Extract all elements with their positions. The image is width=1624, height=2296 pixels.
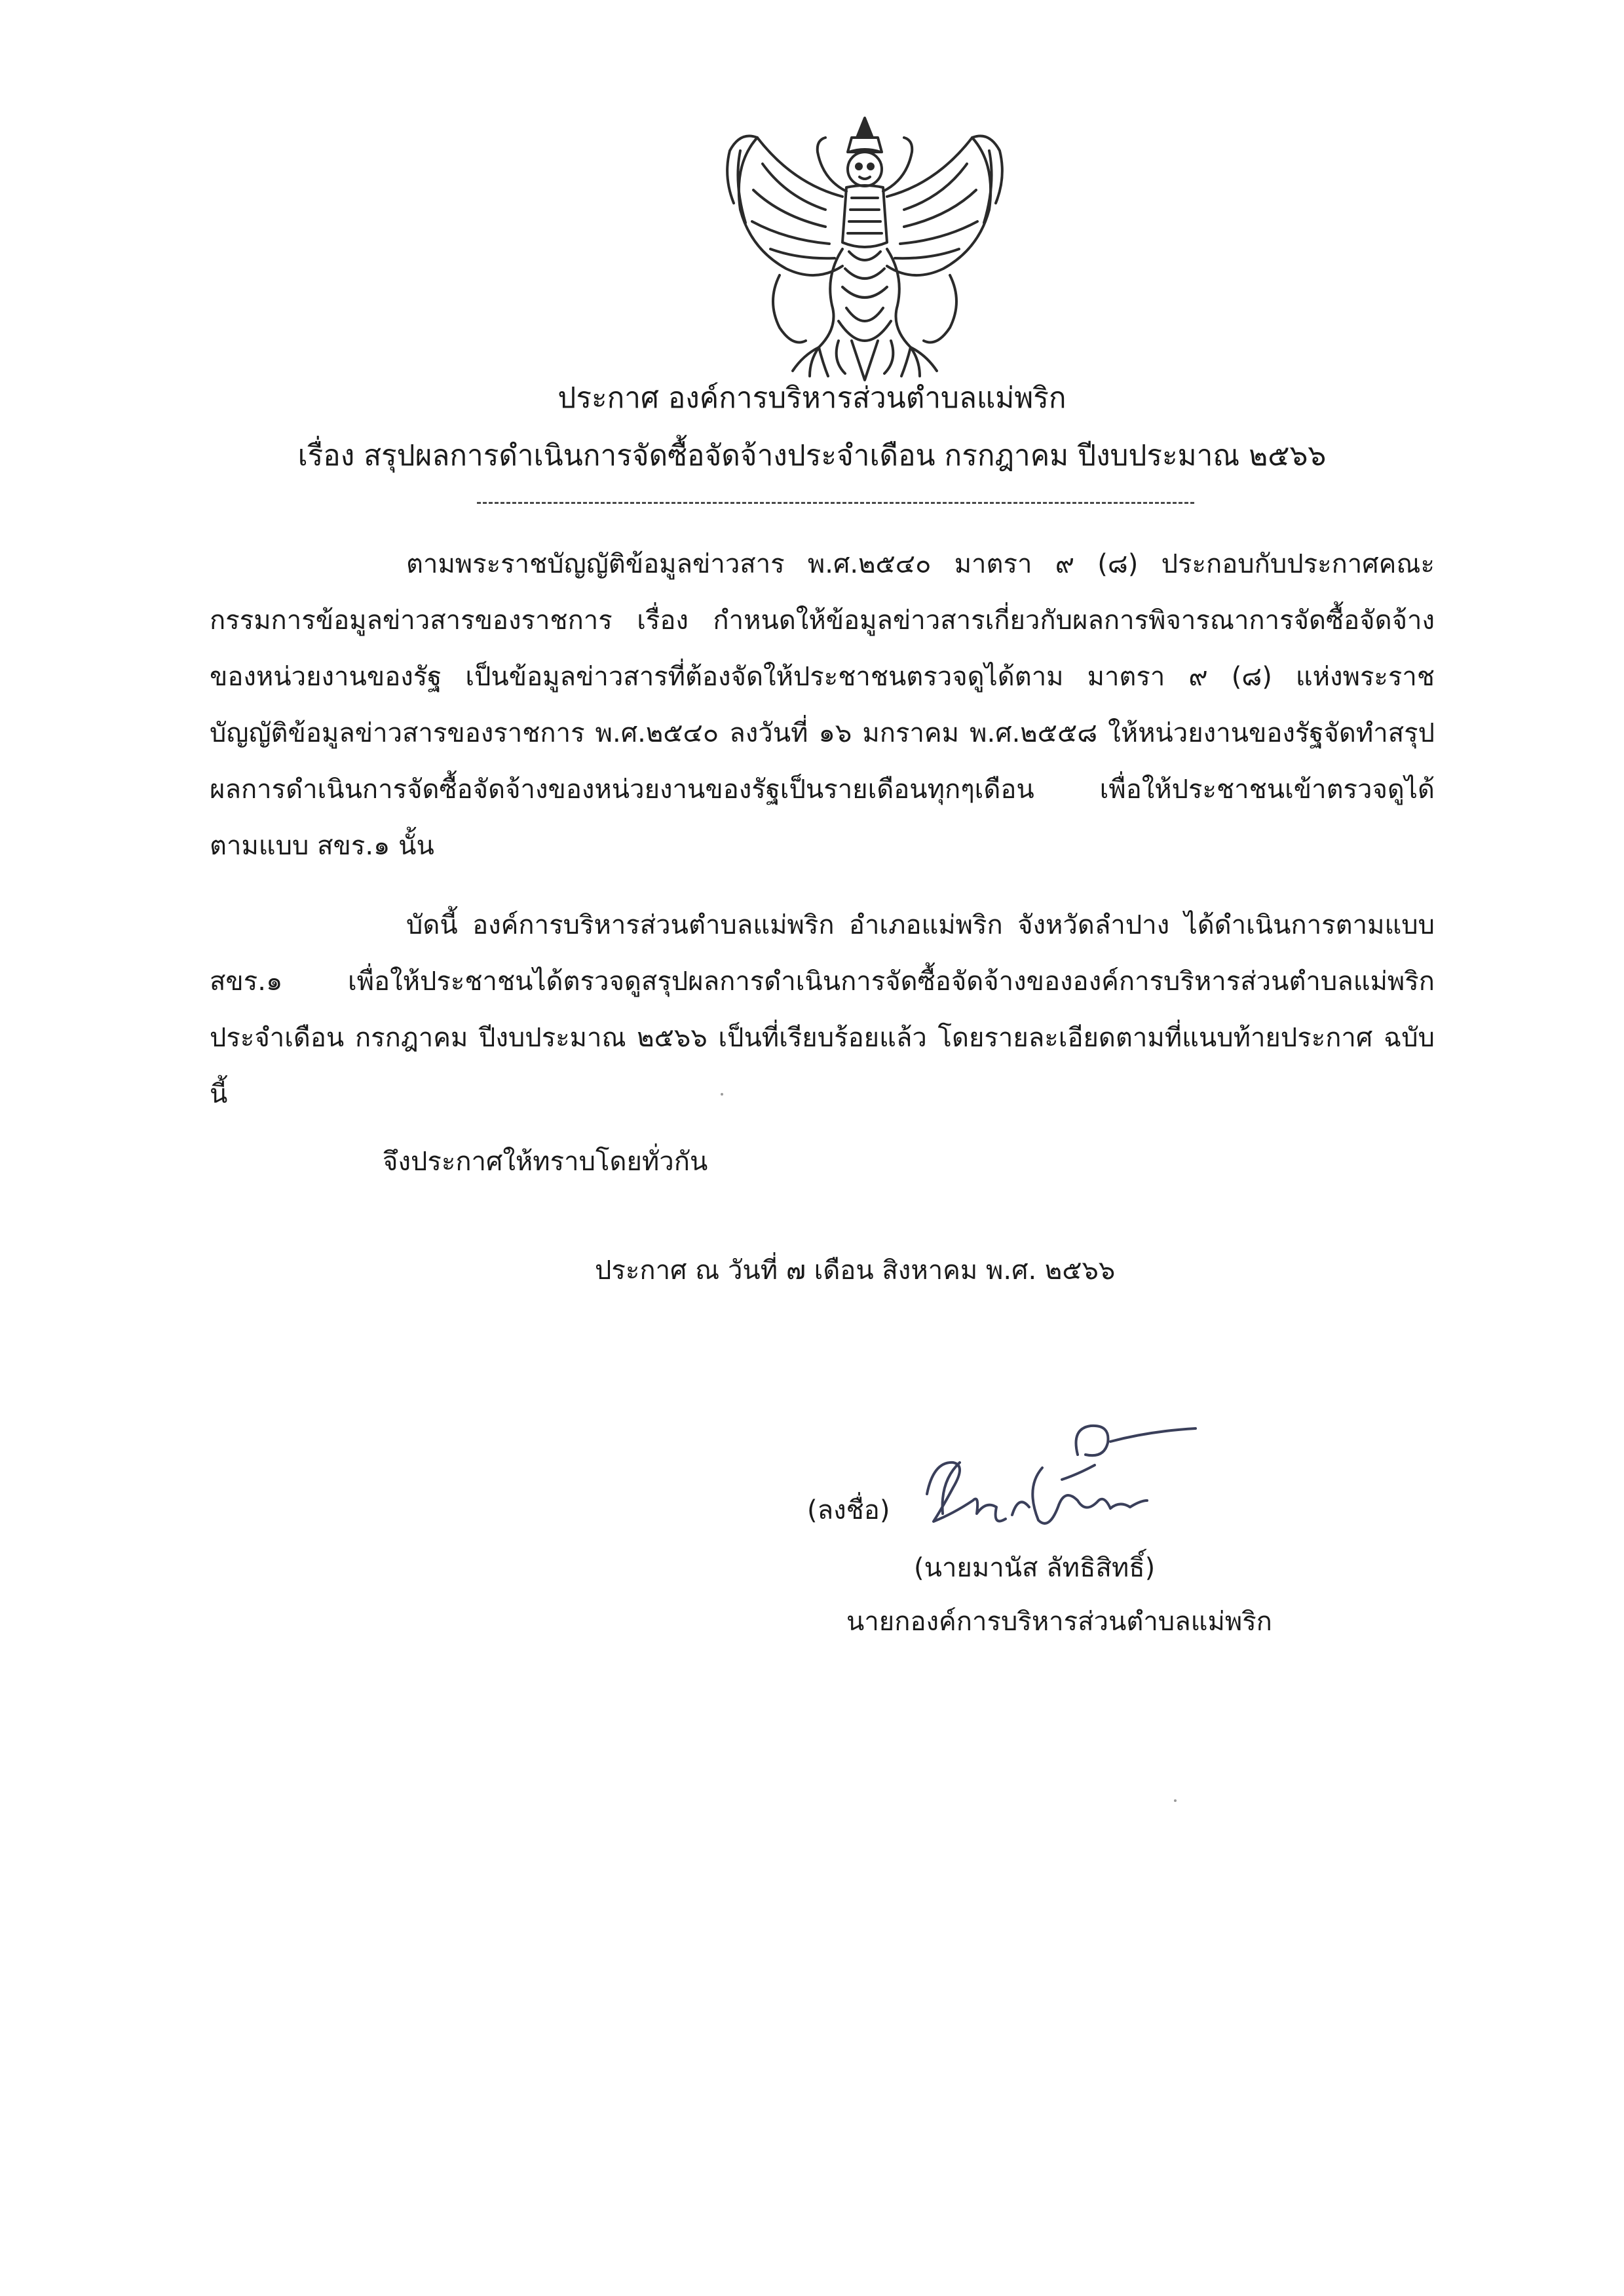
handwritten-signature: [914, 1402, 1228, 1553]
body-paragraph-2: บัดนี้ องค์การบริหารส่วนตำบลแม่พริก อำเภอแม่พริก จังหวัดลำปาง ได้ดำเนินการตามแบบ สขร.๑ เพื่อให้ประชาชนได้ตรวจดูสรุปผลการดำเนินการจัดซื้อจัดจ้างขององค์การบริหารส่วนตำบลแม่พริก ประจำเดือน กรกฎาคม ปีงบประมาณ ๒๕๖๖ เป็นที่เรียบร้อยแล้ว โดยรายละเอียดตามที่แนบท้ายประกาศ ฉบับนี้: [210, 910, 1435, 1109]
dashed-divider: [477, 502, 1194, 504]
body-paragraph-1: ตามพระราชบัญญัติข้อมูลข่าวสาร พ.ศ.๒๕๔๐ มาตรา ๙ (๘) ประกอบกับประกาศคณะกรรมการข้อมูลข่าวสารของราชการ เรื่อง กำหนดให้ข้อมูลข่าวสารเกี่ยวกับผลการพิจารณาการจัดซื้อจัดจ้างของหน่วยงานของรัฐ เป็นข้อมูลข่าวสารที่ต้องจัดให้ประชาชนตรวจดูได้ตาม มาตรา ๙ (๘) แห่งพระราชบัญญัติข้อมูลข่าวสารของราชการ พ.ศ.๒๕๔๐ ลงวันที่ ๑๖ มกราคม พ.ศ.๒๕๕๘ ให้หน่วยงานของรัฐจัดทำสรุปผลการดำเนินการจัดซื้อจัดจ้างของหน่วยงานของรัฐเป็นรายเดือนทุกๆเดือน เพื่อให้ประชาชนเข้าตรวจดูได้ ตามแบบ สขร.๑ นั้น: [210, 549, 1435, 861]
scan-speck: [721, 1093, 723, 1096]
scan-speck: [1174, 1799, 1177, 1802]
announcement-title: ประกาศ องค์การบริหารส่วนตำบลแม่พริก: [557, 381, 1067, 415]
announcement-date: ประกาศ ณ วันที่ ๗ เดือน สิงหาคม พ.ศ. ๒๕๖๖: [595, 1255, 1116, 1286]
announcement-subject: เรื่อง สรุปผลการดำเนินการจัดซื้อจัดจ้างประจำเดือน กรกฎาคม ปีงบประมาณ ๒๕๖๖: [297, 439, 1327, 472]
sign-label: (ลงชื่อ): [807, 1495, 890, 1525]
signer-position: นายกองค์การบริหารส่วนตำบลแม่พริก: [846, 1607, 1272, 1637]
closing-statement: จึงประกาศให้ทราบโดยทั่วกัน: [383, 1147, 708, 1177]
signer-name: (นายมานัส ลัทธิสิทธิ์): [914, 1553, 1156, 1583]
garuda-emblem-icon: [694, 111, 1035, 393]
